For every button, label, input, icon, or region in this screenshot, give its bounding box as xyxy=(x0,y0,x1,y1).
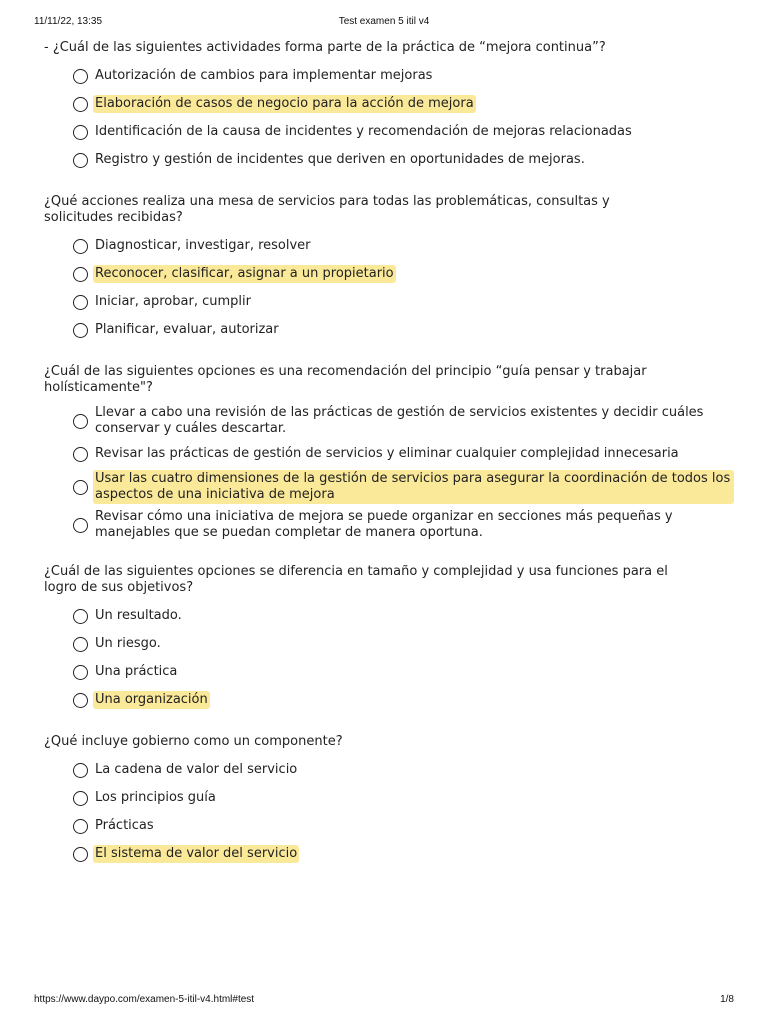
question-text: - ¿Cuál de las siguientes actividades forma parte de la práctica de “mejora continua”? xyxy=(44,40,606,55)
answer-label: Autorización de cambios para implementar mejoras xyxy=(95,68,433,83)
print-header xyxy=(0,16,768,30)
answer-label: Prácticas xyxy=(95,818,154,833)
print-datetime: 11/11/22, 13:35 xyxy=(34,16,103,27)
answer-label-highlighted: Una organización xyxy=(95,692,208,707)
answer-label: Identificación de la causa de incidentes y recomendación de mejoras relacionadas xyxy=(95,124,632,139)
answer-option[interactable] xyxy=(73,840,734,868)
radio-button[interactable] xyxy=(73,693,88,708)
radio-button[interactable] xyxy=(73,125,88,140)
radio-button[interactable] xyxy=(73,480,88,495)
answer-label: Registro y gestión de incidentes que deriven en oportunidades de mejoras. xyxy=(95,152,585,167)
answer-label: Una práctica xyxy=(95,664,178,679)
question-text: ¿Cuál de las siguientes opciones es una recomendación del principio “guía pensar y trabajar holísticamente"? xyxy=(44,364,647,395)
answer-label: Llevar a cabo una revisión de las prácticas de gestión de servicios existentes y decidir cuáles conservar y cuáles descartar. xyxy=(95,405,704,436)
radio-button[interactable] xyxy=(73,791,88,806)
quiz-content xyxy=(44,40,734,888)
answer-label-highlighted: El sistema de valor del servicio xyxy=(95,846,298,861)
question-block xyxy=(44,194,734,344)
answer-options xyxy=(44,602,734,714)
radio-button[interactable] xyxy=(73,447,88,462)
answer-option[interactable] xyxy=(73,402,734,440)
radio-button[interactable] xyxy=(73,763,88,778)
radio-button[interactable] xyxy=(73,518,88,533)
answer-label-highlighted: Elaboración de casos de negocio para la acción de mejora xyxy=(95,96,474,111)
answer-label-highlighted: Usar las cuatro dimensiones de la gestión de servicios para asegurar la coordinación de todos los aspectos de una iniciativa de mejora xyxy=(93,470,734,504)
radio-button[interactable] xyxy=(73,665,88,680)
page-number: 1/8 xyxy=(720,994,734,1005)
answer-option[interactable] xyxy=(73,90,734,118)
answer-options xyxy=(44,232,734,344)
radio-button[interactable] xyxy=(73,267,88,282)
answer-option[interactable] xyxy=(73,812,734,840)
answer-label: Iniciar, aprobar, cumplir xyxy=(95,294,251,309)
answer-option[interactable] xyxy=(73,440,734,468)
answer-label: Revisar las prácticas de gestión de servicios y eliminar cualquier complejidad innecesaria xyxy=(95,446,679,461)
question-block xyxy=(44,40,734,174)
answer-label-highlighted: Reconocer, clasificar, asignar a un propietario xyxy=(95,266,394,281)
radio-button[interactable] xyxy=(73,97,88,112)
answer-label: Diagnosticar, investigar, resolver xyxy=(95,238,311,253)
question-block xyxy=(44,364,734,544)
radio-button[interactable] xyxy=(73,609,88,624)
print-title: Test examen 5 itil v4 xyxy=(338,16,430,27)
answer-option[interactable] xyxy=(73,756,734,784)
answer-option[interactable] xyxy=(73,630,734,658)
radio-button[interactable] xyxy=(73,637,88,652)
question-text: ¿Qué acciones realiza una mesa de servicios para todas las problemáticas, consultas y solicitudes recibidas? xyxy=(44,194,610,225)
answer-option[interactable] xyxy=(73,118,734,146)
print-footer xyxy=(0,994,768,1008)
answer-option[interactable] xyxy=(73,506,734,544)
radio-button[interactable] xyxy=(73,323,88,338)
question-text: ¿Qué incluye gobierno como un componente? xyxy=(44,734,343,749)
answer-label: Un riesgo. xyxy=(95,636,161,651)
radio-button[interactable] xyxy=(73,819,88,834)
radio-button[interactable] xyxy=(73,847,88,862)
radio-button[interactable] xyxy=(73,239,88,254)
answer-option[interactable] xyxy=(73,784,734,812)
answer-options xyxy=(44,402,734,544)
answer-options xyxy=(44,62,734,174)
radio-button[interactable] xyxy=(73,414,88,429)
radio-button[interactable] xyxy=(73,295,88,310)
answer-label: Los principios guía xyxy=(95,790,216,805)
answer-label: Revisar cómo una iniciativa de mejora se puede organizar en secciones más pequeñas y manejables que se puedan completar de manera oportuna. xyxy=(95,509,673,540)
answer-option[interactable] xyxy=(73,232,734,260)
radio-button[interactable] xyxy=(73,69,88,84)
answer-option[interactable] xyxy=(73,686,734,714)
answer-option[interactable] xyxy=(73,288,734,316)
answer-label: La cadena de valor del servicio xyxy=(95,762,298,777)
answer-option[interactable] xyxy=(73,468,734,506)
answer-label: Un resultado. xyxy=(95,608,182,623)
answer-option[interactable] xyxy=(73,62,734,90)
answer-option[interactable] xyxy=(73,658,734,686)
answer-option[interactable] xyxy=(73,260,734,288)
print-url: https://www.daypo.com/examen-5-itil-v4.html#test xyxy=(34,994,255,1005)
answer-option[interactable] xyxy=(73,146,734,174)
radio-button[interactable] xyxy=(73,153,88,168)
question-text: ¿Cuál de las siguientes opciones se diferencia en tamaño y complejidad y usa funciones para el logro de sus objetivos? xyxy=(44,564,668,595)
answer-options xyxy=(44,756,734,868)
answer-option[interactable] xyxy=(73,316,734,344)
question-block xyxy=(44,564,734,714)
answer-label: Planificar, evaluar, autorizar xyxy=(95,322,279,337)
question-block xyxy=(44,734,734,868)
answer-option[interactable] xyxy=(73,602,734,630)
